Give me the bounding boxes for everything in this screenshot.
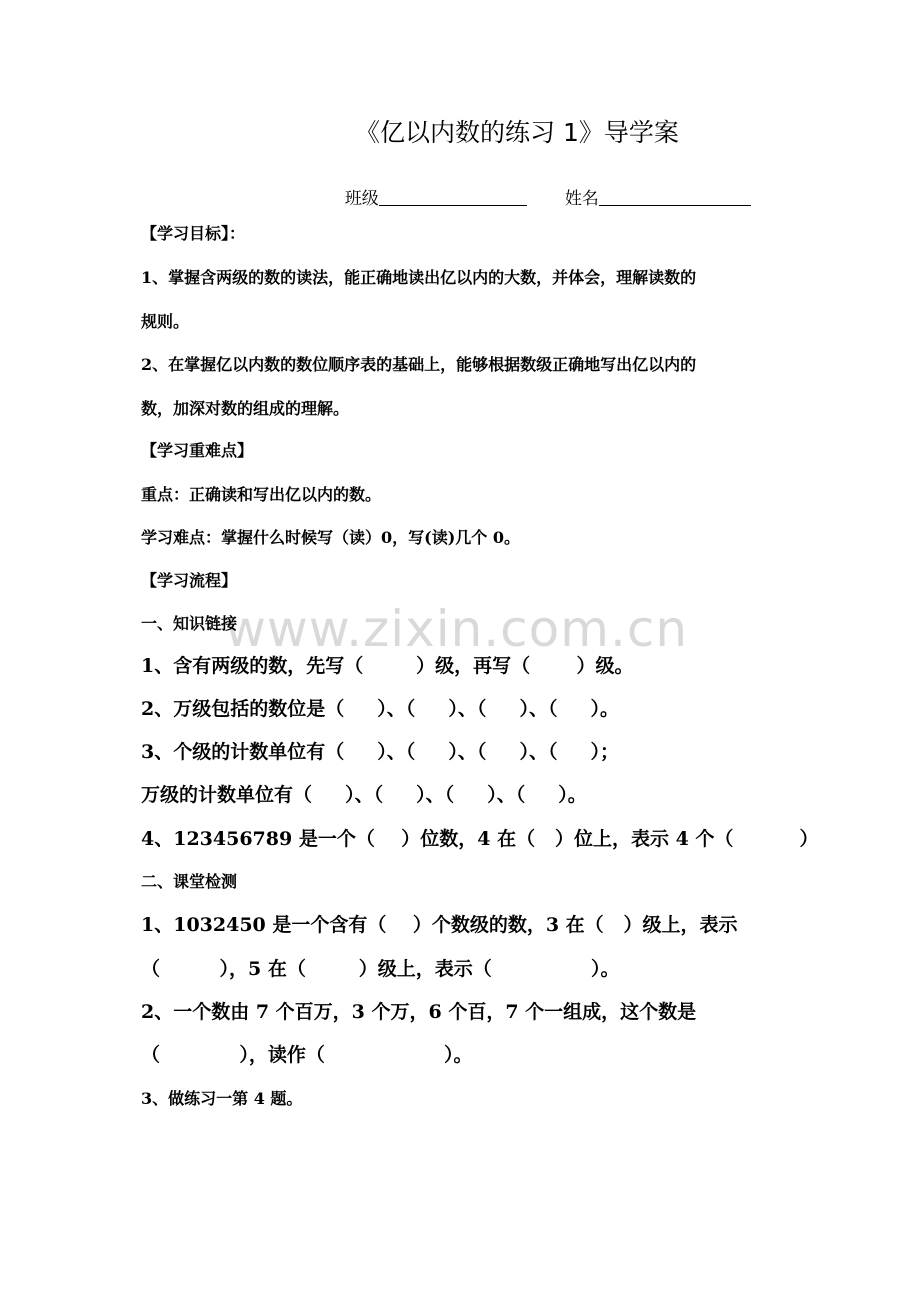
key-point: 重点：正确读和写出亿以内的数。: [141, 485, 382, 504]
goals-heading: 【学习目标】：: [141, 224, 246, 243]
part-2-question-1-line-2: （ ），5 在（ ）级上，表示（ ）。: [141, 958, 620, 980]
part-1-question-3-line-1: 3、个级的计数单位有（ ）、（ ）、（ ）、（ ）；: [141, 741, 620, 763]
name-label: 姓名: [564, 189, 599, 209]
class-blank: [379, 187, 527, 206]
key-points-heading: 【学习重难点】: [141, 441, 254, 460]
goal-2-line-2: 数，加深对数的组成的理解。: [141, 399, 350, 418]
watermark: www.zixin.com.cn: [225, 600, 689, 658]
part-1-question-3-line-2: 万级的计数单位有（ ）、（ ）、（ ）、（ ）。: [141, 784, 587, 806]
part-1-question-4: 4、123456789 是一个（ ）位数，4 在（ ）位上，表示 4 个（ ）: [141, 828, 819, 850]
part-2-question-1-line-1: 1、1032450 是一个含有（ ）个数级的数，3 在（ ）级上，表示: [141, 914, 738, 936]
part-2-heading: 二、课堂检测: [141, 872, 238, 891]
part-1-heading: 一、知识链接: [141, 614, 238, 633]
part-1-question-1: 1、含有两级的数，先写（ ）级，再写（ ）级。: [141, 655, 634, 677]
process-heading: 【学习流程】: [141, 571, 238, 590]
name-blank: [599, 187, 751, 206]
page-title: 《亿以内数的练习 1》导学案: [355, 118, 679, 147]
goal-1-line-2: 规则。: [141, 312, 190, 331]
difficult-point: 学习难点：掌握什么时候写（读）0，写(读)几个 0。: [141, 528, 520, 547]
goal-1-line-1: 1、掌握含两级的数的读法，能正确地读出亿以内的大数，并体会，理解读数的: [141, 268, 697, 287]
part-2-question-2-line-1: 2、一个数由 7 个百万，3 个万，6 个百，7 个一组成，这个数是: [141, 1001, 697, 1023]
part-2-question-3: 3、做练习一第 4 题。: [141, 1089, 303, 1108]
part-1-question-2: 2、万级包括的数位是（ ）、（ ）、（ ）、（ ）。: [141, 698, 620, 720]
student-info-fields: [334, 164, 751, 209]
part-2-question-2-line-2: （ ），读作（ ）。: [141, 1044, 473, 1066]
goal-2-line-1: 2、在掌握亿以内数的数位顺序表的基础上，能够根据数级正确地写出亿以内的: [141, 355, 697, 374]
class-label: 班级: [344, 189, 379, 209]
